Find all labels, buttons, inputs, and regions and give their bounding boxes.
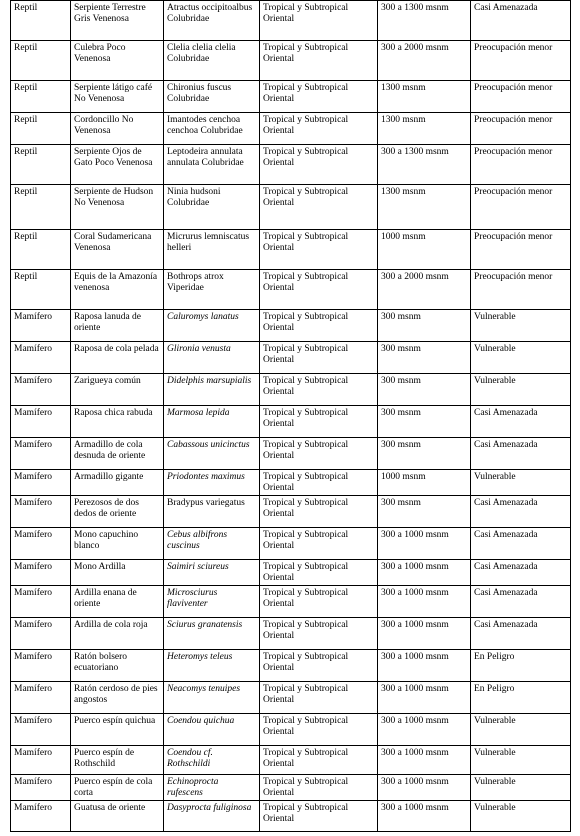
cell-estado-conservacion: Preocupación menor (471, 81, 571, 113)
cell-region: Tropical y Subtropical Oriental (260, 801, 378, 832)
cell-nombre-comun: Ardilla enana de oriente (71, 586, 164, 618)
table-row (11, 801, 571, 832)
cell-nombre-cientifico: Leptodeira annulata annulata Colubridae (164, 145, 260, 185)
cell-clase: Mamífero (11, 342, 71, 374)
cell-estado-conservacion: Preocupación menor (471, 41, 571, 81)
cell-region: Tropical y Subtropical Oriental (260, 746, 378, 775)
cell-nombre-comun: Serpiente de Hudson No Venenosa (71, 185, 164, 230)
cell-clase: Mamífero (11, 682, 71, 714)
cell-nombre-comun: Ardilla de cola roja (71, 618, 164, 650)
cell-region: Tropical y Subtropical Oriental (260, 145, 378, 185)
cell-altitud: 300 a 1000 msnm (378, 618, 471, 650)
cell-clase: Mamífero (11, 775, 71, 801)
cell-clase: Mamífero (11, 650, 71, 682)
cell-nombre-cientifico: Dasyprocta fuliginosa (164, 801, 260, 832)
cell-clase: Mamífero (11, 560, 71, 586)
cell-altitud: 300 msnm (378, 406, 471, 438)
cell-nombre-comun: Culebra Poco Venenosa (71, 41, 164, 81)
cell-nombre-comun: Mono Ardilla (71, 560, 164, 586)
cell-region: Tropical y Subtropical Oriental (260, 650, 378, 682)
cell-estado-conservacion: Preocupación menor (471, 230, 571, 270)
cell-nombre-comun: Cordoncillo No Venenosa (71, 113, 164, 145)
table-row (11, 41, 571, 81)
cell-altitud: 300 a 1000 msnm (378, 682, 471, 714)
cell-nombre-cientifico: Priodontes maximus (164, 470, 260, 496)
table-row (11, 618, 571, 650)
cell-altitud: 1300 msnm (378, 81, 471, 113)
table-row (11, 374, 571, 406)
cell-region: Tropical y Subtropical Oriental (260, 310, 378, 342)
cell-clase: Mamífero (11, 438, 71, 470)
cell-estado-conservacion: Vulnerable (471, 714, 571, 746)
cell-region: Tropical y Subtropical Oriental (260, 618, 378, 650)
table-row (11, 746, 571, 775)
cell-clase: Reptil (11, 270, 71, 310)
cell-region: Tropical y Subtropical Oriental (260, 528, 378, 560)
table-row (11, 185, 571, 230)
cell-altitud: 300 msnm (378, 342, 471, 374)
cell-region: Tropical y Subtropical Oriental (260, 438, 378, 470)
table-row (11, 270, 571, 310)
table-row (11, 310, 571, 342)
cell-altitud: 300 a 1000 msnm (378, 775, 471, 801)
cell-nombre-comun: Ratón cerdoso de pies angostos (71, 682, 164, 714)
cell-nombre-cientifico: Atractus occipitoalbus Colubridae (164, 1, 260, 41)
cell-estado-conservacion: Casi Amenazada (471, 528, 571, 560)
cell-clase: Mamífero (11, 470, 71, 496)
cell-altitud: 300 msnm (378, 310, 471, 342)
cell-clase: Reptil (11, 185, 71, 230)
cell-nombre-cientifico: Didelphis marsupialis (164, 374, 260, 406)
cell-clase: Reptil (11, 41, 71, 81)
cell-nombre-comun: Equis de la Amazonía venenosa (71, 270, 164, 310)
cell-clase: Reptil (11, 230, 71, 270)
cell-altitud: 300 a 2000 msnm (378, 41, 471, 81)
cell-altitud: 1000 msnm (378, 470, 471, 496)
cell-altitud: 300 a 1300 msnm (378, 145, 471, 185)
cell-nombre-comun: Armadillo de cola desnuda de oriente (71, 438, 164, 470)
cell-region: Tropical y Subtropical Oriental (260, 81, 378, 113)
cell-estado-conservacion: Preocupación menor (471, 270, 571, 310)
cell-nombre-comun: Serpiente látigo café No Venenosa (71, 81, 164, 113)
table-row (11, 775, 571, 801)
cell-estado-conservacion: Vulnerable (471, 342, 571, 374)
table-row (11, 145, 571, 185)
cell-nombre-cientifico: Neacomys tenuipes (164, 682, 260, 714)
cell-altitud: 300 a 1000 msnm (378, 714, 471, 746)
cell-clase: Mamífero (11, 406, 71, 438)
cell-nombre-cientifico: Marmosa lepida (164, 406, 260, 438)
cell-region: Tropical y Subtropical Oriental (260, 230, 378, 270)
cell-nombre-comun: Perezosos de dos dedos de oriente (71, 496, 164, 528)
table-row (11, 714, 571, 746)
cell-nombre-comun: Raposa de cola pelada (71, 342, 164, 374)
cell-estado-conservacion: Casi Amenazada (471, 496, 571, 528)
table-row (11, 586, 571, 618)
cell-region: Tropical y Subtropical Oriental (260, 113, 378, 145)
cell-nombre-comun: Coral Sudamericana Venenosa (71, 230, 164, 270)
cell-region: Tropical y Subtropical Oriental (260, 586, 378, 618)
cell-clase: Mamífero (11, 618, 71, 650)
cell-estado-conservacion: En Peligro (471, 650, 571, 682)
cell-estado-conservacion: Casi Amenazada (471, 586, 571, 618)
cell-altitud: 300 msnm (378, 496, 471, 528)
cell-estado-conservacion: Casi Amenazada (471, 406, 571, 438)
cell-clase: Reptil (11, 145, 71, 185)
cell-estado-conservacion: Preocupación menor (471, 145, 571, 185)
cell-estado-conservacion: Vulnerable (471, 775, 571, 801)
table-row (11, 470, 571, 496)
cell-nombre-cientifico: Glironia venusta (164, 342, 260, 374)
cell-estado-conservacion: Casi Amenazada (471, 618, 571, 650)
table-row (11, 682, 571, 714)
cell-estado-conservacion: Vulnerable (471, 374, 571, 406)
cell-estado-conservacion: Casi Amenazada (471, 1, 571, 41)
cell-clase: Mamífero (11, 528, 71, 560)
cell-nombre-cientifico: Bothrops atrox Viperidae (164, 270, 260, 310)
table-row (11, 496, 571, 528)
cell-estado-conservacion: Vulnerable (471, 801, 571, 832)
cell-nombre-cientifico: Sciurus granatensis (164, 618, 260, 650)
cell-nombre-comun: Raposa chica rabuda (71, 406, 164, 438)
table-row (11, 230, 571, 270)
cell-clase: Mamífero (11, 714, 71, 746)
cell-nombre-comun: Armadillo gigante (71, 470, 164, 496)
cell-region: Tropical y Subtropical Oriental (260, 406, 378, 438)
cell-region: Tropical y Subtropical Oriental (260, 775, 378, 801)
cell-nombre-cientifico: Micrurus lemniscatus helleri (164, 230, 260, 270)
cell-nombre-comun: Serpiente Terrestre Gris Venenosa (71, 1, 164, 41)
cell-clase: Mamífero (11, 310, 71, 342)
cell-clase: Reptil (11, 1, 71, 41)
cell-region: Tropical y Subtropical Oriental (260, 1, 378, 41)
cell-altitud: 300 a 2000 msnm (378, 270, 471, 310)
cell-region: Tropical y Subtropical Oriental (260, 342, 378, 374)
cell-clase: Mamífero (11, 801, 71, 832)
cell-nombre-cientifico: Cabassous unicinctus (164, 438, 260, 470)
cell-altitud: 300 a 1300 msnm (378, 1, 471, 41)
cell-clase: Reptil (11, 113, 71, 145)
cell-region: Tropical y Subtropical Oriental (260, 714, 378, 746)
cell-estado-conservacion: Preocupación menor (471, 185, 571, 230)
cell-estado-conservacion: Casi Amenazada (471, 438, 571, 470)
cell-nombre-cientifico: Imantodes cenchoa cenchoa Colubridae (164, 113, 260, 145)
cell-nombre-cientifico: Cebus albifrons cuscinus (164, 528, 260, 560)
cell-region: Tropical y Subtropical Oriental (260, 41, 378, 81)
cell-estado-conservacion: Vulnerable (471, 310, 571, 342)
cell-nombre-cientifico: Coendou cf. Rothschildi (164, 746, 260, 775)
cell-altitud: 300 a 1000 msnm (378, 650, 471, 682)
cell-region: Tropical y Subtropical Oriental (260, 560, 378, 586)
cell-nombre-comun: Ratón bolsero ecuatoriano (71, 650, 164, 682)
cell-nombre-cientifico: Saimiri sciureus (164, 560, 260, 586)
cell-region: Tropical y Subtropical Oriental (260, 496, 378, 528)
table-row (11, 342, 571, 374)
cell-nombre-comun: Puerco espín quichua (71, 714, 164, 746)
species-table (10, 0, 571, 832)
table-row (11, 1, 571, 41)
cell-clase: Mamífero (11, 746, 71, 775)
cell-altitud: 300 a 1000 msnm (378, 560, 471, 586)
cell-clase: Mamífero (11, 586, 71, 618)
cell-nombre-cientifico: Clelia clelia clelia Colubridae (164, 41, 260, 81)
cell-estado-conservacion: Casi Amenazada (471, 560, 571, 586)
cell-estado-conservacion: Vulnerable (471, 470, 571, 496)
species-table-body (11, 1, 571, 832)
cell-region: Tropical y Subtropical Oriental (260, 270, 378, 310)
table-row (11, 113, 571, 145)
cell-region: Tropical y Subtropical Oriental (260, 682, 378, 714)
cell-altitud: 1300 msnm (378, 113, 471, 145)
cell-nombre-comun: Raposa lanuda de oriente (71, 310, 164, 342)
cell-region: Tropical y Subtropical Oriental (260, 470, 378, 496)
cell-altitud: 300 a 1000 msnm (378, 801, 471, 832)
cell-clase: Mamífero (11, 496, 71, 528)
table-row (11, 81, 571, 113)
cell-altitud: 1300 msnm (378, 185, 471, 230)
cell-nombre-cientifico: Caluromys lanatus (164, 310, 260, 342)
table-row (11, 560, 571, 586)
cell-nombre-cientifico: Microsciurus flaviventer (164, 586, 260, 618)
cell-nombre-cientifico: Ninia hudsoni Colubridae (164, 185, 260, 230)
table-row (11, 438, 571, 470)
cell-altitud: 1000 msnm (378, 230, 471, 270)
cell-estado-conservacion: En Peligro (471, 682, 571, 714)
table-row (11, 528, 571, 560)
cell-nombre-cientifico: Heteromys teleus (164, 650, 260, 682)
cell-region: Tropical y Subtropical Oriental (260, 374, 378, 406)
cell-estado-conservacion: Vulnerable (471, 746, 571, 775)
cell-altitud: 300 a 1000 msnm (378, 586, 471, 618)
cell-clase: Reptil (11, 81, 71, 113)
cell-nombre-comun: Guatusa de oriente (71, 801, 164, 832)
cell-nombre-comun: Puerco espín de cola corta (71, 775, 164, 801)
cell-nombre-cientifico: Chironius fuscus Colubridae (164, 81, 260, 113)
cell-nombre-cientifico: Bradypus variegatus (164, 496, 260, 528)
cell-estado-conservacion: Preocupación menor (471, 113, 571, 145)
table-row (11, 406, 571, 438)
cell-nombre-comun: Mono capuchino blanco (71, 528, 164, 560)
cell-region: Tropical y Subtropical Oriental (260, 185, 378, 230)
cell-nombre-cientifico: Echinoprocta rufescens (164, 775, 260, 801)
cell-nombre-comun: Puerco espín de Rothschild (71, 746, 164, 775)
cell-altitud: 300 msnm (378, 374, 471, 406)
cell-nombre-comun: Serpiente Ojos de Gato Poco Venenosa (71, 145, 164, 185)
cell-nombre-cientifico: Coendou quichua (164, 714, 260, 746)
cell-altitud: 300 a 1000 msnm (378, 746, 471, 775)
cell-altitud: 300 msnm (378, 438, 471, 470)
cell-nombre-comun: Zarigueya común (71, 374, 164, 406)
cell-altitud: 300 a 1000 msnm (378, 528, 471, 560)
cell-clase: Mamífero (11, 374, 71, 406)
table-row (11, 650, 571, 682)
